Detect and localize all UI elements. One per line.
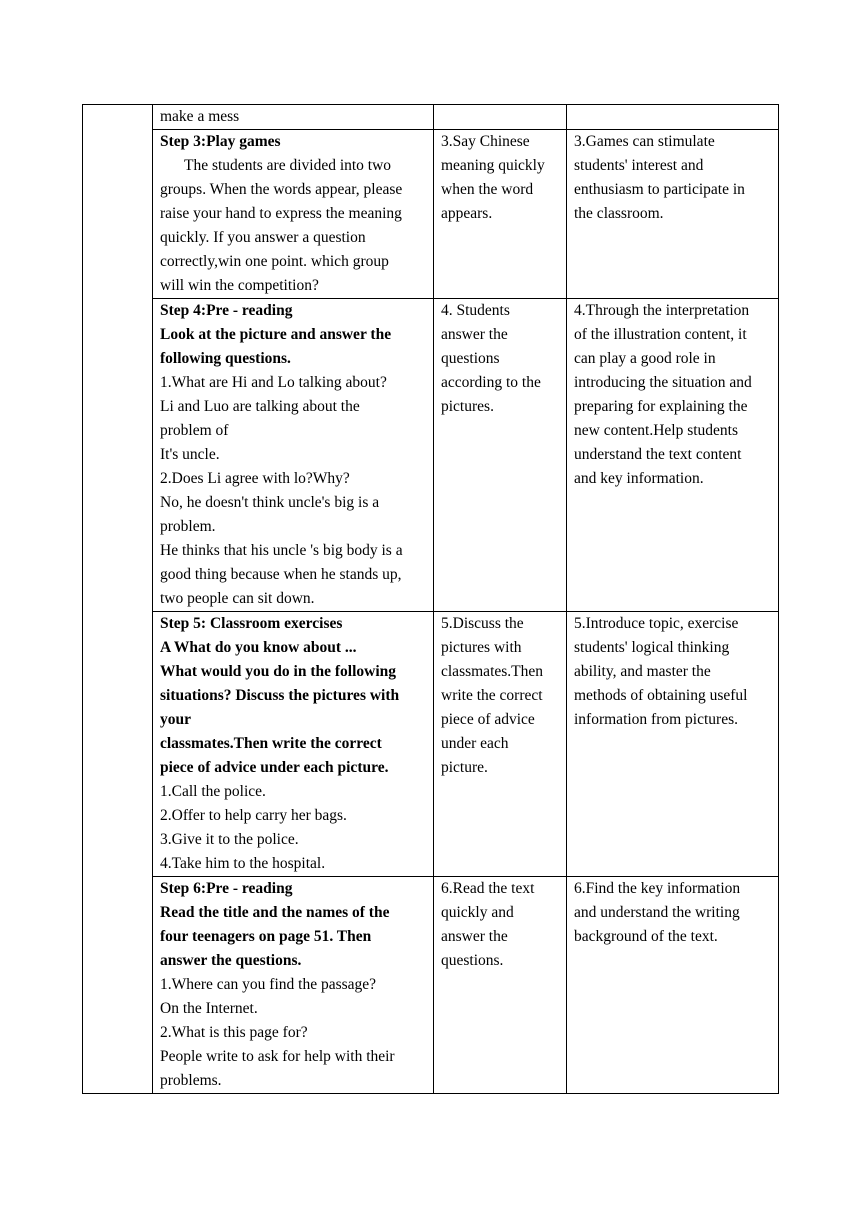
- empty-left-cell: [83, 105, 153, 1094]
- activity-line: On the Internet.: [160, 1000, 258, 1017]
- instruction-line: Read the title and the names of the: [160, 904, 390, 921]
- student-line: according to the: [441, 374, 541, 391]
- activity-line: 3.Give it to the police.: [160, 831, 299, 848]
- purpose-line: methods of obtaining useful: [574, 687, 748, 704]
- activity-cell: [153, 612, 434, 877]
- student-line: under each: [441, 735, 509, 752]
- student-line: piece of advice: [441, 711, 535, 728]
- instruction-line: situations? Discuss the pictures with: [160, 687, 400, 704]
- instruction-line: Look at the picture and answer the: [160, 326, 392, 343]
- purpose-line: can play a good role in: [574, 350, 716, 367]
- table-row: [83, 105, 779, 130]
- activity-line: It's uncle.: [160, 446, 220, 463]
- purpose-line: understand the text content: [574, 446, 742, 463]
- activity-cell: [153, 877, 434, 1094]
- purpose-line: 4.Through the interpretation: [574, 302, 750, 319]
- student-line: answer the: [441, 928, 508, 945]
- table-row: [83, 130, 779, 299]
- student-line: meaning quickly: [441, 157, 545, 174]
- activity-cell: [153, 105, 434, 130]
- activity-line: two people can sit down.: [160, 590, 315, 607]
- activity-line: He thinks that his uncle 's big body is a: [160, 542, 403, 559]
- activity-line: Li and Luo are talking about the: [160, 398, 360, 415]
- activity-line: will win the competition?: [160, 277, 319, 294]
- purpose-cell: [567, 299, 779, 612]
- activity-line: 2.Offer to help carry her bags.: [160, 807, 347, 824]
- activity-line: 1.Where can you find the passage?: [160, 976, 377, 993]
- table-row: [83, 299, 779, 612]
- student-line: 6.Read the text: [441, 880, 535, 897]
- student-activity-cell: [434, 612, 567, 877]
- activity-line: correctly,win one point. which group: [160, 253, 389, 270]
- student-activity-cell: [434, 130, 567, 299]
- activity-line: No, he doesn't think uncle's big is a: [160, 494, 380, 511]
- purpose-cell: [567, 612, 779, 877]
- purpose-line: enthusiasm to participate in: [574, 181, 745, 198]
- purpose-line: the classroom.: [574, 205, 664, 222]
- purpose-cell: [567, 877, 779, 1094]
- activity-line: problem.: [160, 518, 216, 535]
- purpose-line: students' interest and: [574, 157, 704, 174]
- activity-line: 1.What are Hi and Lo talking about?: [160, 374, 387, 391]
- student-line: 3.Say Chinese: [441, 133, 530, 150]
- purpose-line: and understand the writing: [574, 904, 740, 921]
- purpose-line: information from pictures.: [574, 711, 738, 728]
- student-line: when the word: [441, 181, 534, 198]
- student-line: questions: [441, 350, 500, 367]
- instruction-line: A What do you know about ...: [160, 639, 357, 656]
- purpose-line: students' logical thinking: [574, 639, 730, 656]
- table-row: [83, 612, 779, 877]
- instruction-line: What would you do in the following: [160, 663, 396, 680]
- student-line: answer the: [441, 326, 508, 343]
- step-heading: Step 3:Play games: [160, 133, 281, 150]
- student-line: 5.Discuss the: [441, 615, 524, 632]
- purpose-cell: [567, 130, 779, 299]
- student-line: quickly and: [441, 904, 514, 921]
- step-heading: Step 5: Classroom exercises: [160, 615, 343, 632]
- student-line: questions.: [441, 952, 504, 969]
- activity-line: The students are divided into two: [184, 157, 392, 174]
- activity-cell: [153, 130, 434, 299]
- lesson-plan-table: [82, 104, 779, 1094]
- purpose-cell: [567, 105, 779, 130]
- activity-line: make a mess: [160, 108, 240, 125]
- activity-line: raise your hand to express the meaning: [160, 205, 402, 222]
- purpose-line: of the illustration content, it: [574, 326, 747, 343]
- purpose-line: 3.Games can stimulate: [574, 133, 715, 150]
- instruction-line: your: [160, 711, 191, 728]
- student-line: classmates.Then: [441, 663, 544, 680]
- student-line: 4. Students: [441, 302, 510, 319]
- instruction-line: answer the questions.: [160, 952, 302, 969]
- purpose-line: background of the text.: [574, 928, 718, 945]
- step-heading: Step 6:Pre - reading: [160, 880, 293, 897]
- student-activity-cell: [434, 299, 567, 612]
- activity-line: 4.Take him to the hospital.: [160, 855, 326, 872]
- purpose-line: introducing the situation and: [574, 374, 752, 391]
- student-line: write the correct: [441, 687, 543, 704]
- activity-line: problem of: [160, 422, 229, 439]
- activity-line: problems.: [160, 1072, 222, 1089]
- activity-line: quickly. If you answer a question: [160, 229, 366, 246]
- student-line: appears.: [441, 205, 493, 222]
- activity-line: groups. When the words appear, please: [160, 181, 403, 198]
- purpose-line: 6.Find the key information: [574, 880, 741, 897]
- activity-line: good thing because when he stands up,: [160, 566, 402, 583]
- student-activity-cell: [434, 877, 567, 1094]
- instruction-line: following questions.: [160, 350, 291, 367]
- student-line: pictures with: [441, 639, 522, 656]
- activity-line: People write to ask for help with their: [160, 1048, 395, 1065]
- instruction-line: four teenagers on page 51. Then: [160, 928, 372, 945]
- step-heading: Step 4:Pre - reading: [160, 302, 293, 319]
- instruction-line: classmates.Then write the correct: [160, 735, 382, 752]
- purpose-line: new content.Help students: [574, 422, 739, 439]
- activity-line: 2.Does Li agree with lo?Why?: [160, 470, 350, 487]
- instruction-line: piece of advice under each picture.: [160, 759, 389, 776]
- student-activity-cell: [434, 105, 567, 130]
- purpose-line: preparing for explaining the: [574, 398, 748, 415]
- activity-line: 2.What is this page for?: [160, 1024, 308, 1041]
- student-line: picture.: [441, 759, 488, 776]
- purpose-line: 5.Introduce topic, exercise: [574, 615, 739, 632]
- activity-cell: [153, 299, 434, 612]
- activity-line: 1.Call the police.: [160, 783, 266, 800]
- student-line: pictures.: [441, 398, 494, 415]
- table-row: [83, 877, 779, 1094]
- purpose-line: ability, and master the: [574, 663, 711, 680]
- purpose-line: and key information.: [574, 470, 704, 487]
